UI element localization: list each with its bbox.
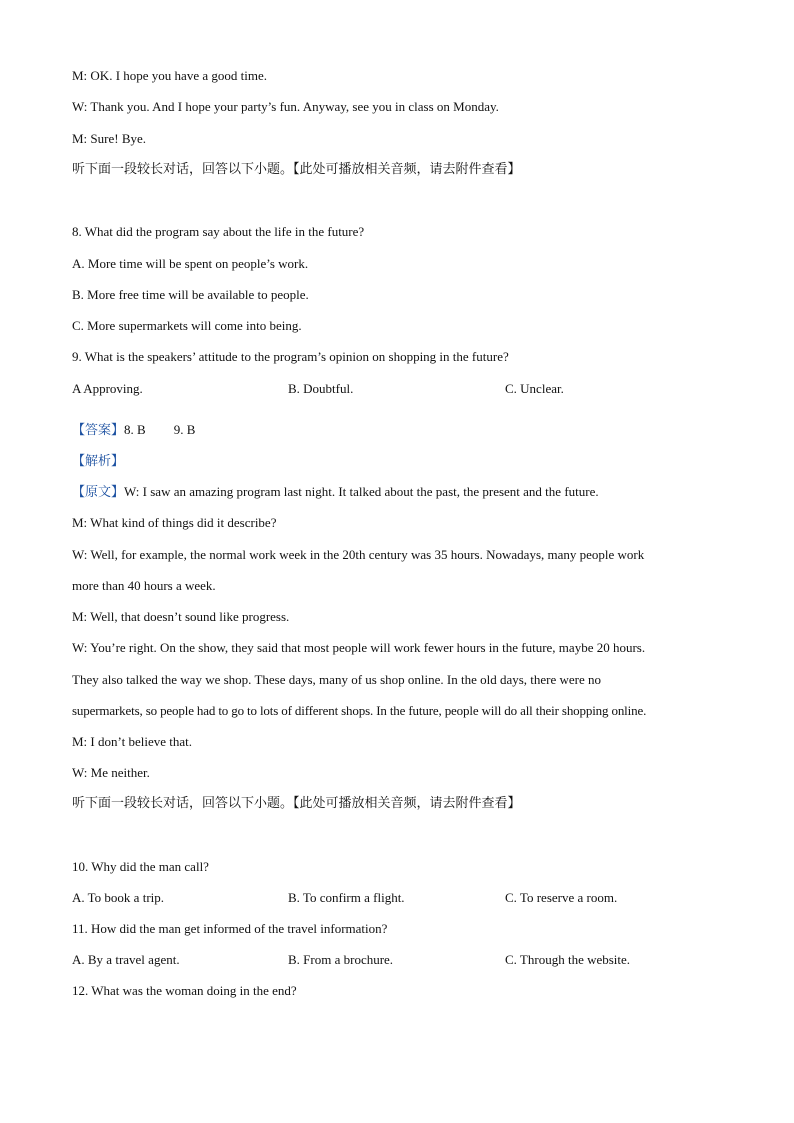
- q10-option-b: B. To confirm a flight.: [288, 890, 405, 905]
- question-12: 12. What was the woman doing in the end?: [72, 983, 297, 998]
- answer-8: 8. B: [124, 422, 146, 437]
- transcript-label: 【原文】: [72, 485, 125, 500]
- q8-option-c: C. More supermarkets will come into being.: [72, 318, 302, 333]
- transcript-line: more than 40 hours a week.: [72, 578, 216, 593]
- transcript-line: W: Me neither.: [72, 765, 150, 780]
- question-10: 10. Why did the man call?: [72, 859, 209, 874]
- transcript-line: W: Well, for example, the normal work week in the 20th century was 35 hours. Nowadays, many people work: [72, 547, 645, 562]
- listening-instruction: 听下面一段较长对话，回答以下小题。【此处可播放相关音频，请去附件查看】: [72, 796, 521, 811]
- question-9: 9. What is the speakers’ attitude to the program’s opinion on shopping in the future?: [72, 349, 509, 364]
- q8-option-a: A. More time will be spent on people’s work.: [72, 256, 309, 271]
- q10-option-c: C. To reserve a room.: [505, 890, 618, 905]
- q9-option-c: C. Unclear.: [505, 381, 564, 396]
- q11-option-b: B. From a brochure.: [288, 952, 394, 967]
- q8-option-b: B. More free time will be available to people.: [72, 287, 309, 302]
- question-8: 8. What did the program say about the life in the future?: [72, 224, 365, 239]
- transcript-line: M: What kind of things did it describe?: [72, 515, 277, 530]
- transcript-line: M: Well, that doesn’t sound like progress.: [72, 609, 290, 624]
- question-11: 11. How did the man get informed of the travel information?: [72, 921, 388, 936]
- transcript-line: They also talked the way we shop. These days, many of us shop online. In the old days, there were no: [72, 672, 602, 687]
- answer-9: 9. B: [173, 422, 196, 437]
- q11-option-c: C. Through the website.: [505, 952, 631, 967]
- transcript-line: [72, 484, 599, 501]
- transcript-text: W: I saw an amazing program last night. It talked about the past, the present and the future.: [124, 484, 599, 499]
- q10-option-a: A. To book a trip.: [72, 890, 165, 905]
- q9-option-a: A Approving.: [72, 381, 143, 396]
- answer-row: [72, 422, 195, 439]
- analysis-label: 【解析】: [72, 454, 125, 469]
- transcript-line: supermarkets, so people had to go to lots of different shops. In the future, people will do all their shopping online.: [72, 703, 647, 718]
- transcript-line: W: You’re right. On the show, they said that most people will work fewer hours in the future, maybe 20 hours.: [72, 640, 646, 655]
- transcript-line: M: I don’t believe that.: [72, 734, 192, 749]
- analysis-row: [72, 453, 124, 470]
- dialogue-line: W: Thank you. And I hope your party’s fun. Anyway, see you in class on Monday.: [72, 99, 499, 114]
- listening-instruction: 听下面一段较长对话，回答以下小题。【此处可播放相关音频，请去附件查看】: [72, 162, 521, 177]
- answer-label: 【答案】: [72, 423, 125, 438]
- dialogue-line: M: Sure! Bye.: [72, 131, 147, 146]
- dialogue-line: M: OK. I hope you have a good time.: [72, 68, 267, 83]
- q9-option-b: B. Doubtful.: [288, 381, 354, 396]
- q11-option-a: A. By a travel agent.: [72, 952, 180, 967]
